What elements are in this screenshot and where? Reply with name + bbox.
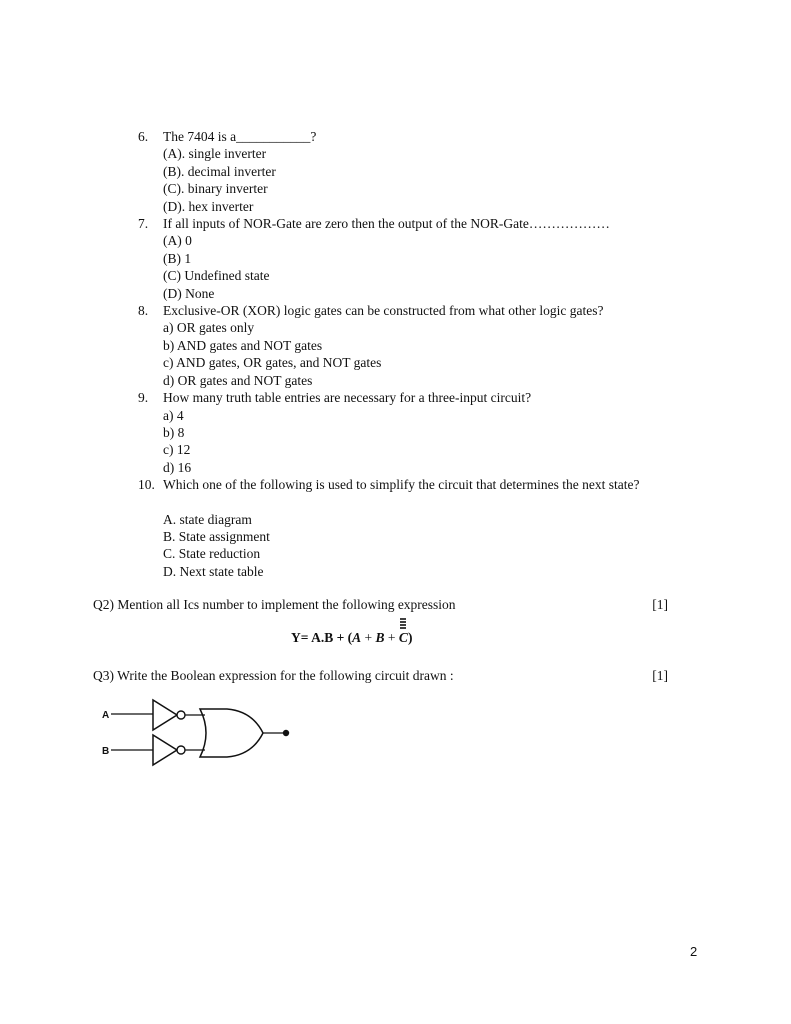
option: d) OR gates and NOT gates <box>163 372 313 388</box>
question-number: 6. <box>138 129 149 144</box>
question-number: 10. <box>138 477 155 493</box>
inverter-bubble-a <box>177 711 185 719</box>
option: A. state diagram <box>163 511 252 527</box>
expression-lhs: Y= A.B + ( <box>291 630 353 645</box>
expression-term-c: C <box>398 630 408 645</box>
option: B. State assignment <box>163 528 270 544</box>
mcq-list <box>138 128 698 580</box>
boolean-expression <box>291 630 412 646</box>
q3-text: Q3) Write the Boolean expression for the following circuit drawn : <box>93 668 454 683</box>
question-10 <box>138 476 698 580</box>
or-gate <box>200 709 263 757</box>
option: C. State reduction <box>163 546 261 562</box>
question-6 <box>138 128 698 215</box>
inverter-bubble-b <box>177 746 185 754</box>
option: (D). hex inverter <box>163 198 254 214</box>
option: c) AND gates, OR gates, and NOT gates <box>163 355 382 371</box>
option: (C) Undefined state <box>163 268 270 284</box>
q3-marks: [1] <box>652 668 668 683</box>
expression-term-b: B <box>375 630 385 645</box>
option: b) AND gates and NOT gates <box>163 337 323 353</box>
input-label-b: B <box>102 746 110 757</box>
option: (B). decimal inverter <box>163 163 276 179</box>
question-text: The 7404 is a___________? <box>163 129 317 144</box>
question-text: Which one of the following is used to simplify the circuit that determines the next state? <box>163 477 640 493</box>
question-text: If all inputs of NOR-Gate are zero then the output of the NOR-Gate……………… <box>163 216 610 232</box>
input-label-a: A <box>102 710 110 721</box>
question-text: How many truth table entries are necessary for a three-input circuit? <box>163 390 532 406</box>
option: a) 4 <box>163 407 184 423</box>
not-gate-a <box>153 700 177 730</box>
question-8 <box>138 302 698 389</box>
logic-circuit-diagram <box>97 693 297 771</box>
output-node <box>283 730 289 736</box>
question-number: 8. <box>138 303 149 319</box>
option: (A) 0 <box>163 233 192 249</box>
expression-term-a: A <box>352 630 362 645</box>
option: a) OR gates only <box>163 320 255 336</box>
q2-text: Q2) Mention all Ics number to implement the following expression <box>93 597 456 612</box>
option: (D) None <box>163 285 215 301</box>
question-9 <box>138 389 698 476</box>
q2-marks: [1] <box>652 597 668 612</box>
question-q2 <box>93 596 668 613</box>
option: (B) 1 <box>163 250 192 266</box>
option: (A). single inverter <box>163 146 267 162</box>
question-number: 7. <box>138 216 149 232</box>
option: c) 12 <box>163 442 191 458</box>
expression-close: ) <box>407 630 413 645</box>
question-text: Exclusive-OR (XOR) logic gates can be constructed from what other logic gates? <box>163 303 604 319</box>
question-7 <box>138 215 698 302</box>
question-number: 9. <box>138 390 149 406</box>
question-q3 <box>93 667 668 684</box>
option: d) 16 <box>163 459 192 475</box>
option: b) 8 <box>163 424 185 440</box>
not-gate-b <box>153 735 177 765</box>
expression-plus: + <box>361 630 376 645</box>
option: (C). binary inverter <box>163 181 268 197</box>
page-number: 2 <box>690 944 698 959</box>
overbar-icon <box>396 618 410 630</box>
expression-plus: + <box>384 630 399 645</box>
option: D. Next state table <box>163 563 264 579</box>
